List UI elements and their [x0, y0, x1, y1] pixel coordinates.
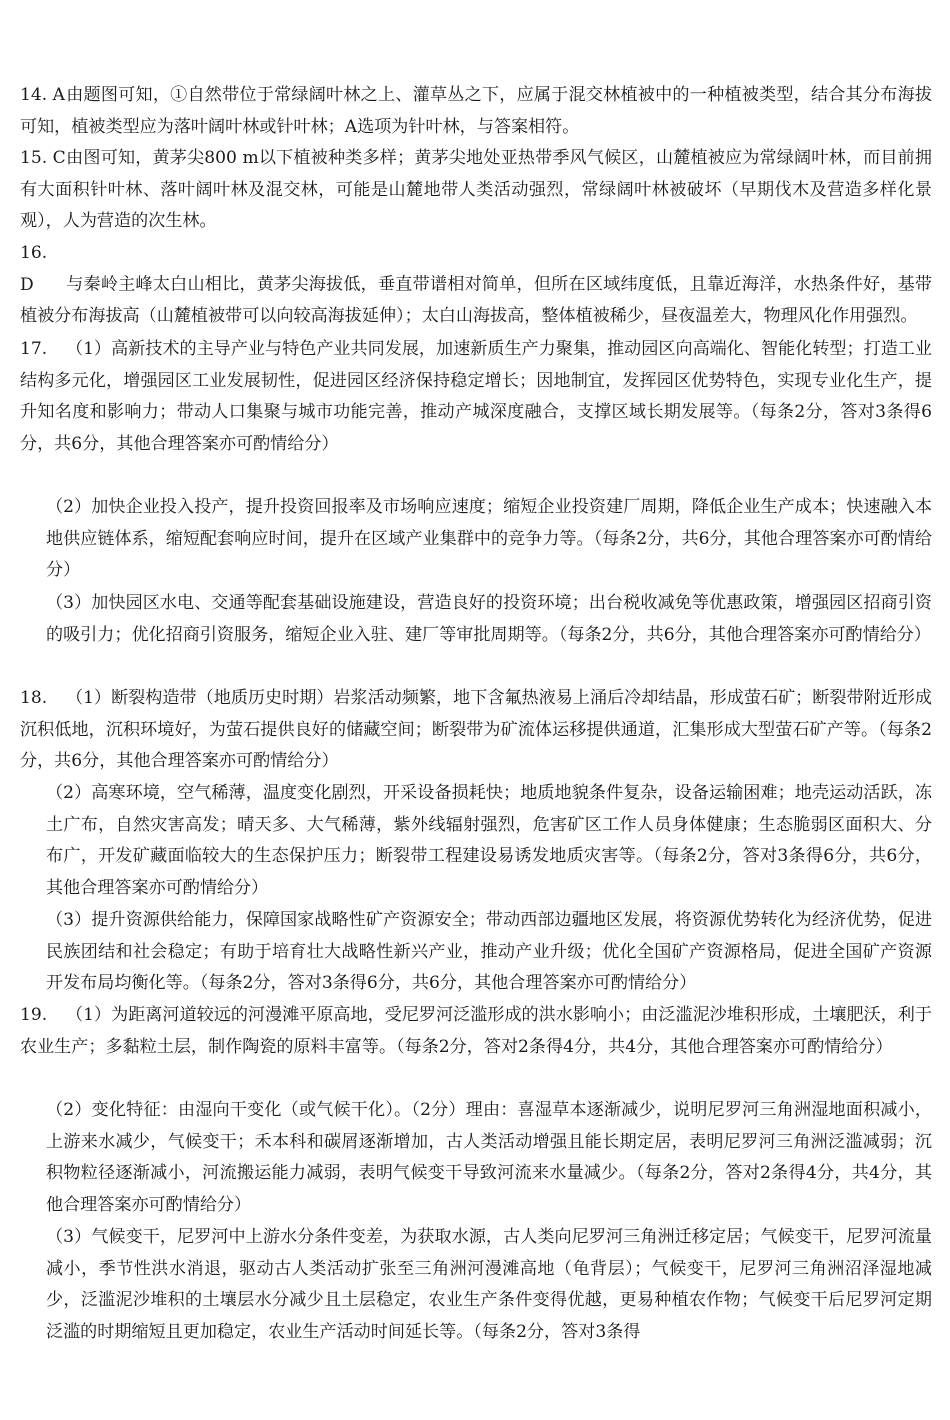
answer-15	[20, 143, 932, 238]
answer-18-part-1	[20, 683, 932, 778]
answer-19-1-text: （1）为距离河道较远的河漫滩平原高地，受尼罗河泛滥形成的洪水影响小；由泛滥泥沙堆积形成，土壤肥沃，利于农业生产；多黏粒土层，制作陶瓷的原料丰富等。（每条2分，答对2条得4分，共4分，其他合理答案亦可酌情给分）	[20, 1005, 932, 1057]
answer-19-number: 19.	[20, 1005, 48, 1025]
answer-17-part-2: （2）加快企业投入投产，提升投资回报率及市场响应速度；缩短企业投资建厂周期，降低企业生产成本；快速融入本地供应链体系，缩短配套响应时间，提升在区域产业集群中的竞争力等。（每条2分，共6分，其他合理答案亦可酌情给分）	[46, 497, 932, 581]
answer-18-part-2: （2）高寒环境，空气稀薄，温度变化剧烈，开采设备损耗快；地质地貌条件复杂，设备运输困难；地壳运动活跃，冻土广布，自然灾害高发；晴天多、大气稀薄，紫外线辐射强烈，危害矿区工作人员身体健康；生态脆弱区面积大、分布广，开发矿藏面临较大的生态保护压力；断裂带工程建设易诱发地质灾害等。（每条2分，答对3条得6分，共6分，其他合理答案亦可酌情给分）	[46, 783, 932, 898]
answer-15-text: 由图可知，黄茅尖800 m以下植被种类多样；黄茅尖地处亚热带季风气候区，山麓植被应为常绿阔叶林，而目前拥有大面积针叶林、落叶阔叶林及混交林，可能是山麓地带人类活动强烈，常绿阔叶林被破坏（早期伐木及营造多样化景观），人为营造的次生林。	[20, 148, 932, 232]
answer-17-1-text: （1）高新技术的主导产业与特色产业共同发展，加速新质生产力聚集，推动园区向高端化、智能化转型；打造工业结构多元化，增强园区工业发展韧性，促进园区经济保持稳定增长；因地制宜，发挥园区优势特色，实现专业化生产，提升知名度和影响力；带动人口集聚与城市功能完善，推动产城深度融合，支撑区域长期发展等。（每条2分，答对3条得6分，共6分，其他合理答案亦可酌情给分）	[20, 339, 932, 454]
answer-14	[20, 80, 932, 143]
answer-19-part-2: （2）变化特征：由湿向干变化（或气候干化）。（2分）理由：喜湿草本逐渐减少，说明尼罗河三角洲湿地面积减小，上游来水减少，气候变干；禾本科和碳屑逐渐增加，古人类活动增强且能长期定居，表明尼罗河三角洲泛滥减弱；沉积物粒径逐渐减小，河流搬运能力减弱，表明气候变干导致河流来水量减少。（每条2分，答对2条得4分，共4分，其他合理答案亦可酌情给分）	[46, 1100, 932, 1215]
answer-17-part-3: （3）加快园区水电、交通等配套基础设施建设，营造良好的投资环境；出台税收减免等优惠政策，增强园区招商引资的吸引力；优化招商引资服务，缩短企业入驻、建厂等审批周期等。（每条2分，共6分，其他合理答案亦可酌情给分）	[46, 593, 932, 645]
answer-16-text: 与秦岭主峰太白山相比，黄茅尖海拔低，垂直带谱相对简单，但所在区域纬度低，且靠近海洋，水热条件好，基带植被分布海拔高（山麓植被带可以向较高海拔延伸）；太白山海拔高，整体植被稀少，昼夜温差大，物理风化作用强烈。	[20, 274, 932, 327]
answer-19-part-1	[20, 1000, 932, 1063]
answer-15-number: 15. C	[20, 148, 66, 168]
answer-18-number: 18.	[20, 688, 48, 708]
answer-17-number: 17.	[20, 339, 48, 359]
answer-16-number: 16. D	[20, 243, 48, 295]
answer-17-part-1	[20, 334, 932, 460]
answer-19-part-3: （3）气候变干，尼罗河中上游水分条件变差，为获取水源，古人类向尼罗河三角洲迁移定居；气候变干，尼罗河流量减小，季节性洪水消退，驱动古人类活动扩张至三角洲河漫滩高地（龟背层）；气候变干，尼罗河三角洲沼泽湿地减少，泛滥泥沙堆积的土壤层水分减少且土层稳定，农业生产条件变得优越，更易种植农作物；气候变干后尼罗河定期泛滥的时期缩短且更加稳定，农业生产活动时间延长等。（每条2分，答对3条得	[46, 1227, 932, 1342]
answer-18-1-text: （1）断裂构造带（地质历史时期）岩浆活动频繁，地下含氟热液易上涌后冷却结晶，形成萤石矿；断裂带附近形成沉积低地，沉积环境好，为萤石提供良好的储藏空间；断裂带为矿流体运移提供通道，汇集形成大型萤石矿产等。（每条2分，共6分，其他合理答案亦可酌情给分）	[20, 688, 932, 772]
answer-14-number: 14. A	[20, 85, 65, 105]
answer-14-text: 由题图可知，①自然带位于常绿阔叶林之上、灌草丛之下，应属于混交林植被中的一种植被类型，结合其分布海拔可知，植被类型应为落叶阔叶林或针叶林；A选项为针叶林，与答案相符。	[20, 85, 932, 137]
answer-16	[20, 238, 932, 333]
answer-18-part-3: （3）提升资源供给能力，保障国家战略性矿产资源安全；带动西部边疆地区发展，将资源优势转化为经济优势，促进民族团结和社会稳定；有助于培育壮大战略性新兴产业，推动产业升级；优化全国矿产资源格局，促进全国矿产资源开发布局均衡化等。（每条2分，答对3条得6分，共6分，其他合理答案亦可酌情给分）	[46, 910, 932, 994]
